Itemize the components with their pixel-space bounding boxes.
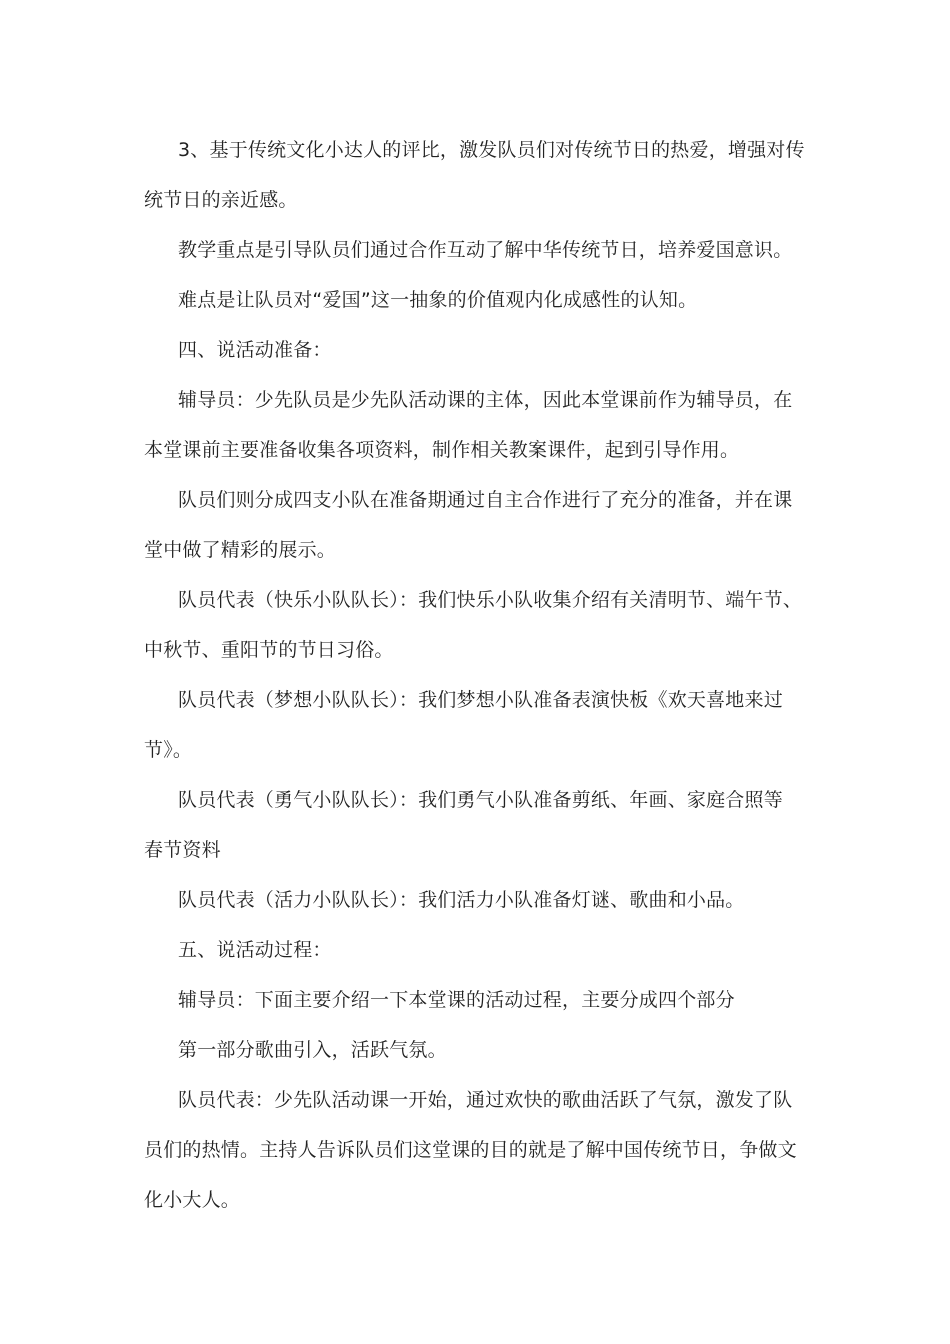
section-heading [144,925,814,975]
paragraph [144,125,814,225]
paragraph [144,275,814,325]
paragraph [144,1025,814,1075]
document-body [144,125,814,1225]
paragraph [144,375,814,475]
paragraph [144,875,814,925]
text-line: 队员们则分成四支小队在准备期通过自主合作进行了充分的准备，并在课 [178,489,793,511]
text-line: 队员代表（快乐小队队长）：我们快乐小队收集介绍有关清明节、端午节、 [178,589,803,611]
text-line: 本堂课前主要准备收集各项资料，制作相关教案课件，起到引导作用。 [144,439,740,461]
text-line: 队员代表（梦想小队队长）：我们梦想小队准备表演快板《欢天喜地来过 [178,689,783,711]
text-line: 难点是让队员对“爱国”这一抽象的价值观内化成感性的认知。 [178,289,698,311]
text-line: 第一部分歌曲引入，活跃气氛。 [178,1039,447,1061]
text-line: 3、基于传统文化小达人的评比，激发队员们对传统节日的热爱，增强对传 [178,139,805,161]
text-line: 辅导员：少先队员是少先队活动课的主体，因此本堂课前作为辅导员，在 [178,389,793,411]
text-line: 中秋节、重阳节的节日习俗。 [144,639,394,661]
paragraph [144,1075,814,1225]
text-line: 队员代表（勇气小队队长）：我们勇气小队准备剪纸、年画、家庭合照等 [178,789,783,811]
text-line: 春节资料 [144,839,221,861]
section-heading [144,325,814,375]
text-line: 四、说活动准备： [178,339,332,361]
text-line: 统节日的亲近感。 [144,189,298,211]
paragraph [144,575,814,675]
text-line: 队员代表（活力小队队长）：我们活力小队准备灯谜、歌曲和小品。 [178,889,745,911]
paragraph [144,475,814,575]
paragraph [144,975,814,1025]
text-line: 化小大人。 [144,1189,241,1211]
text-line: 节》。 [144,739,193,761]
text-line: 教学重点是引导队员们通过合作互动了解中华传统节日，培养爱国意识。 [178,239,793,261]
text-line: 堂中做了精彩的展示。 [144,539,337,561]
paragraph [144,225,814,275]
text-line: 辅导员：下面主要介绍一下本堂课的活动过程，主要分成四个部分 [178,989,735,1011]
paragraph [144,775,814,875]
paragraph [144,675,814,775]
text-line: 队员代表：少先队活动课一开始，通过欢快的歌曲活跃了气氛，激发了队 [178,1089,793,1111]
text-line: 五、说活动过程： [178,939,332,961]
text-line: 员们的热情。主持人告诉队员们这堂课的目的就是了解中国传统节日，争做文 [144,1139,797,1161]
